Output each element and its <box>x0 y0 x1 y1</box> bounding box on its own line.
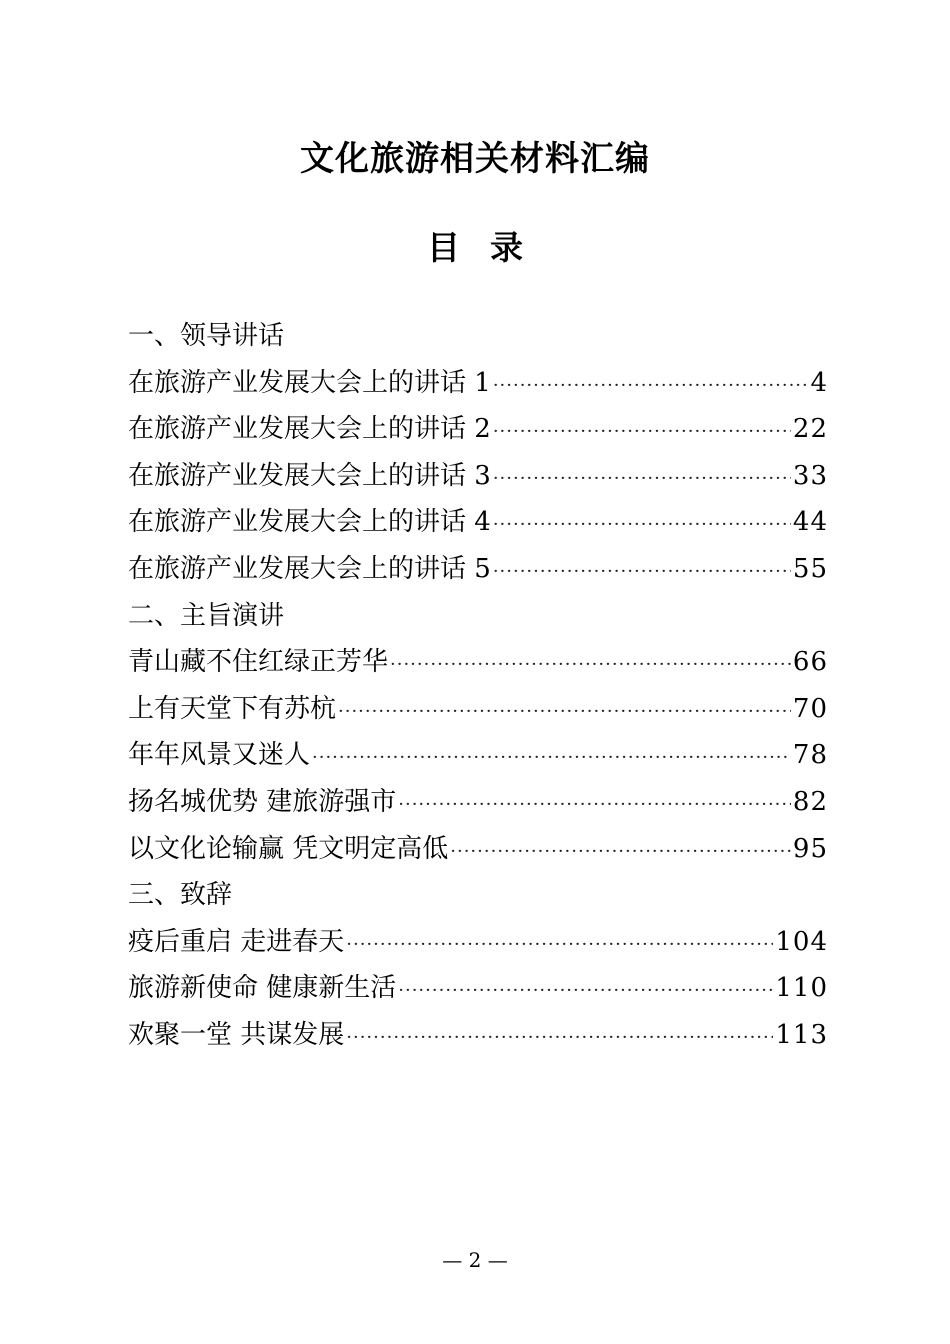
toc-entry-page: 4 <box>810 367 828 398</box>
toc-entry[interactable] <box>128 826 828 873</box>
toc-leader-dots <box>450 829 791 876</box>
toc-leader-dots <box>493 502 791 549</box>
toc-section-heading: 三、致辞 <box>128 880 233 911</box>
toc-entry-title: 在旅游产业发展大会上的讲话 1 <box>128 367 491 398</box>
toc-entry-page: 70 <box>792 693 828 724</box>
toc-entry[interactable] <box>128 639 828 686</box>
toc-leader-dots <box>493 363 809 410</box>
toc-section-heading: 二、主旨演讲 <box>128 600 285 631</box>
toc-entry-page: 44 <box>792 507 828 538</box>
toc-entry-title: 上有天堂下有苏杭 <box>128 693 337 724</box>
toc-entry[interactable] <box>128 406 828 453</box>
toc-entry-title: 扬名城优势 建旅游强市 <box>128 786 397 817</box>
toc-entry[interactable] <box>128 360 828 407</box>
toc-entry-page: 110 <box>775 973 828 1004</box>
toc-leader-dots <box>346 922 773 969</box>
toc-entry-title: 旅游新使命 健康新生活 <box>128 973 397 1004</box>
toc-leader-dots <box>493 409 791 456</box>
table-of-contents <box>128 313 828 1059</box>
toc-entry-page: 78 <box>792 740 828 771</box>
toc-leader-dots <box>338 689 791 736</box>
toc-entry[interactable] <box>128 965 828 1012</box>
toc-entry[interactable] <box>128 1012 828 1059</box>
toc-leader-dots <box>398 968 773 1015</box>
toc-entry-title: 年年风景又迷人 <box>128 740 311 771</box>
toc-entry-title: 在旅游产业发展大会上的讲话 5 <box>128 553 491 584</box>
toc-entry-page: 33 <box>792 460 828 491</box>
toc-entry[interactable] <box>128 686 828 733</box>
toc-entry[interactable] <box>128 919 828 966</box>
toc-entry-title: 疫后重启 走进春天 <box>128 926 345 957</box>
toc-leader-dots <box>493 456 791 503</box>
toc-entry-title: 在旅游产业发展大会上的讲话 4 <box>128 507 491 538</box>
toc-entry-title: 在旅游产业发展大会上的讲话 2 <box>128 414 491 445</box>
toc-leader-dots <box>312 735 791 782</box>
toc-leader-dots <box>493 549 791 596</box>
page-number: — 2 — <box>442 1248 508 1272</box>
toc-entry-page: 82 <box>792 786 828 817</box>
toc-entry-title: 在旅游产业发展大会上的讲话 3 <box>128 460 491 491</box>
toc-heading: 目录 <box>427 228 553 267</box>
toc-leader-dots <box>346 1015 773 1062</box>
toc-entry-page: 66 <box>792 647 828 678</box>
toc-entry[interactable] <box>128 779 828 826</box>
toc-entry[interactable] <box>128 546 828 593</box>
toc-leader-dots <box>398 782 791 829</box>
toc-entry-page: 95 <box>792 833 828 864</box>
toc-section-heading: 一、领导讲话 <box>128 321 285 351</box>
toc-entry[interactable] <box>128 499 828 546</box>
toc-entry[interactable] <box>128 732 828 779</box>
toc-entry-title: 青山藏不住红绿正芳华 <box>128 647 389 678</box>
document-title: 文化旅游相关材料汇编 <box>300 139 650 179</box>
toc-entry[interactable] <box>128 453 828 500</box>
toc-entry-title: 欢聚一堂 共谋发展 <box>128 1019 345 1050</box>
toc-leader-dots <box>390 642 791 689</box>
toc-entry-page: 104 <box>775 926 828 957</box>
toc-entry-page: 22 <box>792 414 828 445</box>
toc-entry-title: 以文化论输赢 凭文明定高低 <box>128 833 449 864</box>
toc-entry-page: 113 <box>775 1019 828 1050</box>
toc-entry-page: 55 <box>792 553 828 584</box>
